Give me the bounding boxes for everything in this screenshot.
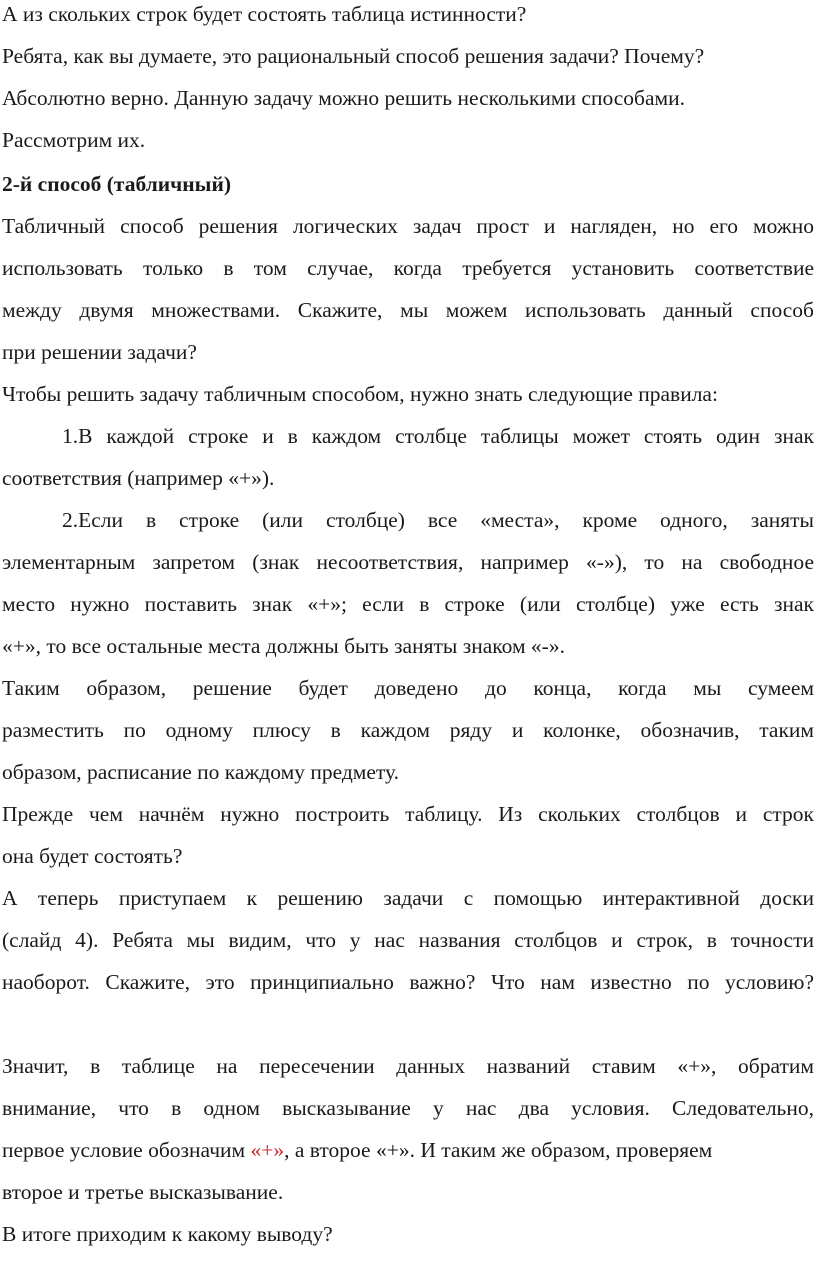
text-line: Рассмотрим их. <box>2 128 146 152</box>
text-segment: первое условие обозначим <box>2 1138 251 1162</box>
text-line: «+», то все остальные места должны быть заняты знаком «-». <box>2 634 565 658</box>
text-line: место нужно поставить знак «+»; если в строке (или столбце) уже есть знак <box>2 592 814 616</box>
text-line: А теперь приступаем к решению задачи с помощью интерактивной доски <box>2 886 814 910</box>
text-line: Ребята, как вы думаете, это рациональный способ решения задачи? Почему? <box>2 44 705 68</box>
text-line: она будет состоять? <box>2 844 183 868</box>
text-line: внимание, что в одном высказывание у нас два условия. Следовательно, <box>2 1096 814 1120</box>
text-segment: , а второе «+». И таким же образом, проверяем <box>284 1138 713 1162</box>
text-line: соответствия (например «+»). <box>2 466 275 490</box>
text-line: Чтобы решить задачу табличным способом, нужно знать следующие правила: <box>2 382 718 406</box>
text-line: Прежде чем начнём нужно построить таблицу. Из скольких столбцов и строк <box>2 802 814 826</box>
text-line: Значит, в таблице на пересечении данных названий ставим «+», обратим <box>2 1054 814 1078</box>
text-line: разместить по одному плюсу в каждом ряду и колонке, обозначив, таким <box>2 718 814 742</box>
text-line: между двумя множествами. Скажите, мы можем использовать данный способ <box>2 298 814 322</box>
text-line: Абсолютно верно. Данную задачу можно решить несколькими способами. <box>2 86 685 110</box>
text-line: использовать только в том случае, когда требуется установить соответствие <box>2 256 814 280</box>
highlighted-plus-sign: «+» <box>250 1138 285 1162</box>
text-line: при решении задачи? <box>2 340 197 364</box>
rule-item-2: 2.Если в строке (или столбце) все «места», кроме одного, заняты <box>62 508 814 532</box>
text-line: наоборот. Скажите, это принципиально важно? Что нам известно по условию? <box>2 970 814 994</box>
text-line: элементарным запретом (знак несоответствия, например «-»), то на свободное <box>2 550 814 574</box>
text-line: А из скольких строк будет состоять таблица истинности? <box>2 2 527 26</box>
text-line: образом, расписание по каждому предмету. <box>2 760 400 784</box>
text-line: В итоге приходим к какому выводу? <box>2 1222 333 1246</box>
text-line: второе и третье высказывание. <box>2 1180 284 1204</box>
text-line: Таким образом, решение будет доведено до конца, когда мы сумеем <box>2 676 814 700</box>
section-heading: 2-й способ (табличный) <box>2 172 232 196</box>
text-line: (слайд 4). Ребята мы видим, что у нас названия столбцов и строк, в точности <box>2 928 814 952</box>
rule-item-1: 1.В каждой строке и в каждом столбце таблицы может стоять один знак <box>62 424 814 448</box>
text-line: Табличный способ решения логических задач прост и нагляден, но его можно <box>2 214 814 238</box>
text-line-with-highlight <box>2 1140 712 1162</box>
